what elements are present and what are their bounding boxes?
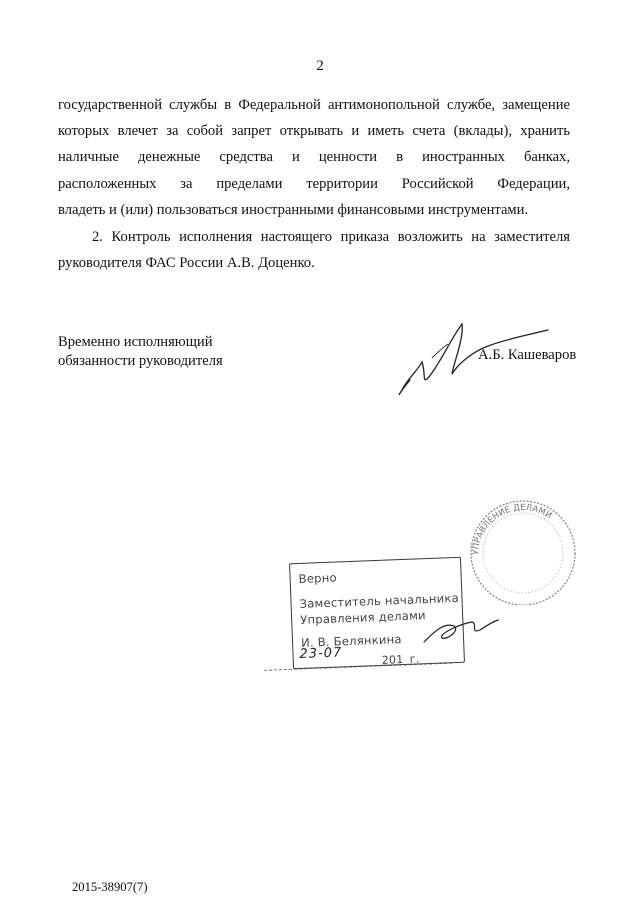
body-line-3: наличные денежные средства и ценности в иностранных банках, [58, 149, 570, 166]
stamp-handwritten-date: 23-07 [299, 645, 343, 662]
signer-title-line-2: обязанности руководителя [58, 353, 223, 369]
stamp-line-department: Управления делами [299, 608, 426, 627]
stamp-date-underline [264, 649, 465, 677]
body-line-1: государственной службы в Федеральной антимонопольной службе, замещение [58, 97, 570, 113]
stamp-line-position: Заместитель начальника [299, 590, 460, 611]
body-line-2: которых влечет за собой запрет открывать и иметь счета (вклады), хранить [58, 123, 570, 140]
body-text [58, 92, 570, 276]
body-line-5: владеть и (или) пользоваться иностранными финансовыми инструментами. [58, 201, 529, 218]
body-line-4: расположенных за пределами территории Российской Федерации, [58, 175, 570, 192]
body-paragraph-2-line-2: руководителя ФАС России А.В. Доценко. [58, 255, 315, 272]
signer-title [58, 333, 223, 371]
round-seal-text: УПРАВЛЕНИЕ ДЕЛАМИ [470, 502, 554, 556]
body-paragraph-2-line-1: 2. Контроль исполнения настоящего приказа возложить на заместителя [92, 229, 570, 246]
stamp-year-suffix: г. [409, 652, 420, 666]
round-seal [458, 485, 588, 605]
stamp-line-verno: Верно [298, 570, 338, 586]
svg-text:УПРАВЛЕНИЕ ДЕЛАМИ [471, 503, 553, 555]
signer-title-line-1: Временно исполняющий [58, 334, 213, 350]
stamp-year: 201 [381, 653, 404, 667]
stamp-signature [420, 612, 500, 652]
stamp-line-name: И. В. Белянкина [300, 632, 402, 650]
document-code: 2015-38907(7) [72, 880, 148, 894]
signer-name: А.Б. Кашеваров [478, 347, 577, 363]
page-number: 2 [316, 58, 324, 74]
